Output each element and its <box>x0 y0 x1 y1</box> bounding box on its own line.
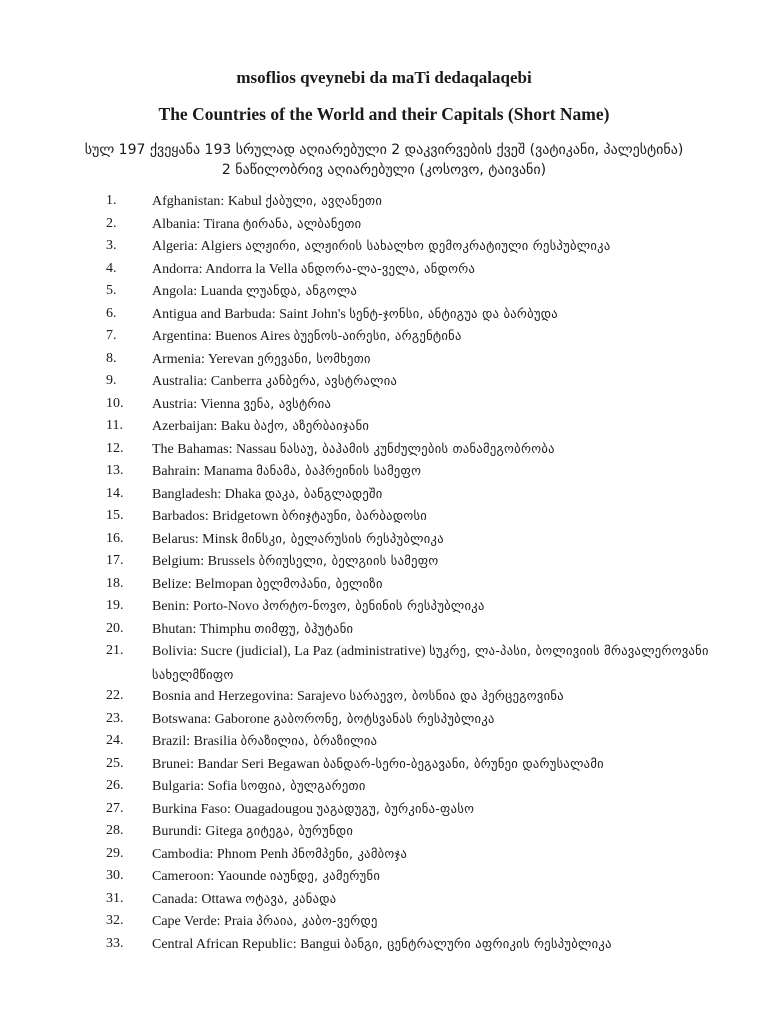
list-item-number: 16. <box>106 530 124 546</box>
country-capital-english: The Bahamas: Nassau <box>152 441 277 457</box>
list-item <box>0 753 768 776</box>
list-item <box>0 348 768 371</box>
list-item-number: 5. <box>106 283 117 298</box>
list-item-number: 13. <box>106 463 124 478</box>
list-item-number: 26. <box>106 778 124 793</box>
list-item-text <box>152 888 712 912</box>
country-capital-english: Bangladesh: Dhaka <box>152 486 262 502</box>
country-capital-georgian: ბანდარ-სერი-ბეგავანი, ბრუნეი დარუსალამი <box>323 755 604 771</box>
document-title-english: The Countries of the World and their Capitals (Short Name) <box>158 104 610 124</box>
country-capital-english: Bulgaria: Sofia <box>152 779 238 794</box>
list-item-number: 22. <box>106 688 124 703</box>
list-item-text <box>152 213 712 237</box>
list-item-text <box>152 348 712 372</box>
list-item-number: 11. <box>106 418 123 433</box>
list-item <box>0 415 768 438</box>
list-item <box>0 595 768 618</box>
list-item-text <box>152 235 712 259</box>
list-item-text <box>152 528 712 552</box>
list-item-number: 12. <box>106 440 124 456</box>
list-item-text <box>152 550 712 574</box>
country-capital-georgian: პორტო-ნოვო, ბენინის რესპუბლიკა <box>262 598 485 613</box>
list-item-text <box>152 573 712 597</box>
country-capital-english: Belgium: Brussels <box>152 554 256 569</box>
country-capital-georgian: ბრაზილია, ბრაზილია <box>240 733 378 748</box>
country-capital-georgian: სარაევო, ბოსნია და ჰერცეგოვინა <box>349 688 564 703</box>
country-capital-english: Belarus: Minsk <box>152 531 238 547</box>
list-item-number: 3. <box>106 238 117 253</box>
list-item-text <box>152 933 712 957</box>
list-item <box>0 325 768 348</box>
list-item-text <box>152 393 712 417</box>
country-capital-english: Andorra: Andorra la Vella <box>152 261 298 277</box>
list-item-text <box>152 640 712 687</box>
country-capital-georgian: გაბორონე, ბოტსვანას რესპუბლიკა <box>273 710 495 726</box>
list-item-text <box>152 258 712 282</box>
country-capital-english: Brazil: Brasilia <box>152 734 238 749</box>
country-capital-georgian: უაგადუგუ, ბურკინა-ფასო <box>316 800 475 816</box>
list-item-number: 10. <box>106 395 124 411</box>
list-item-number: 14. <box>106 485 124 501</box>
list-item-number: 8. <box>106 350 117 366</box>
list-item <box>0 843 768 866</box>
list-item-number: 15. <box>106 508 124 523</box>
list-item-text <box>152 753 712 777</box>
country-capital-english: Burundi: Gitega <box>152 824 243 839</box>
document-title-transliterated: msoflios qveynebi da maTi dedaqalaqebi <box>236 68 532 87</box>
country-capital-georgian: ბრიუსელი, ბელგიის სამეფო <box>258 553 439 568</box>
country-capital-english: Bosnia and Herzegovina: Sarajevo <box>152 689 346 704</box>
country-capital-english: Bahrain: Manama <box>152 464 253 479</box>
country-capital-georgian: ლუანდა, ანგოლა <box>246 283 358 298</box>
list-item-number: 24. <box>106 733 124 748</box>
list-item-number: 32. <box>106 913 124 928</box>
country-capital-georgian: პრაია, კაბო-ვერდე <box>256 913 378 928</box>
list-item <box>0 708 768 731</box>
country-capital-georgian: იაუნდე, კამერუნი <box>269 868 381 883</box>
list-item <box>0 820 768 843</box>
list-item-text <box>152 460 712 484</box>
country-capital-english: Antigua and Barbuda: Saint John's <box>152 306 346 322</box>
list-item <box>0 640 768 685</box>
list-item <box>0 933 768 956</box>
country-capital-english: Central African Republic: Bangui <box>152 936 341 952</box>
country-capital-georgian: თიმფუ, ბჰუტანი <box>254 620 354 636</box>
country-capital-english: Austria: Vienna <box>152 396 240 412</box>
country-capital-georgian: ქაბული, ავღანეთი <box>265 193 383 208</box>
list-item-number: 19. <box>106 598 124 613</box>
list-item <box>0 370 768 393</box>
list-item <box>0 190 768 213</box>
list-item-text <box>152 505 712 529</box>
country-capital-english: Albania: Tirana <box>152 216 240 232</box>
country-capital-english: Australia: Canberra <box>152 374 263 389</box>
list-item-text <box>152 685 712 709</box>
country-capital-english: Canada: Ottawa <box>152 891 242 907</box>
country-capital-english: Benin: Porto-Novo <box>152 599 259 614</box>
country-capital-english: Afghanistan: Kabul <box>152 194 263 209</box>
list-item-number: 17. <box>106 553 124 568</box>
country-capital-english: Brunei: Bandar Seri Begawan <box>152 756 320 772</box>
list-item-text <box>152 483 712 507</box>
list-item-text <box>152 438 712 462</box>
list-item <box>0 393 768 416</box>
intro-paragraph <box>0 140 768 180</box>
country-capital-georgian: სოფია, ბულგარეთი <box>240 778 366 793</box>
list-item <box>0 798 768 821</box>
list-item <box>0 528 768 551</box>
list-item-text <box>152 280 712 304</box>
country-capital-english: Argentina: Buenos Aires <box>152 329 291 344</box>
country-capital-georgian: ბუენოს-აირესი, არგენტინა <box>293 328 462 343</box>
country-capital-georgian: ვენა, ავსტრია <box>243 395 332 411</box>
country-capital-georgian: ბაქო, აზერბაიჯანი <box>253 418 370 433</box>
intro-line: 2 ნაწილობრივ აღიარებული (კოსოვო, ტაივანი) <box>221 162 547 178</box>
list-item-text <box>152 708 712 732</box>
list-item-text <box>152 325 712 349</box>
country-capital-georgian: მინსკი, ბელარუსის რესპუბლიკა <box>241 530 444 546</box>
country-capital-georgian: ბელმოპანი, ბელიზი <box>256 575 383 591</box>
list-item-number: 9. <box>106 373 117 388</box>
country-capital-english: Bhutan: Thimphu <box>152 621 251 637</box>
list-item-text <box>152 595 712 619</box>
list-item-text <box>152 415 712 439</box>
country-capital-english: Cameroon: Yaounde <box>152 869 267 884</box>
list-item <box>0 573 768 596</box>
list-item-number: 20. <box>106 620 124 636</box>
list-item-number: 7. <box>106 328 117 343</box>
country-capital-english: Bolivia: Sucre (judicial), La Paz (administrative) <box>152 644 426 659</box>
list-item-text <box>152 370 712 394</box>
list-item-text <box>152 618 712 642</box>
list-item-number: 18. <box>106 575 124 591</box>
list-item <box>0 438 768 461</box>
country-capital-georgian: ოტავა, კანადა <box>245 890 337 906</box>
list-item <box>0 213 768 236</box>
country-capital-georgian: ნასაუ, ბაჰამის კუნძულების თანამეგობრობა <box>279 440 555 456</box>
country-capital-georgian: პნომპენი, კამბოჯა <box>291 845 408 861</box>
list-item-number: 25. <box>106 755 124 771</box>
list-item-number: 6. <box>106 305 117 321</box>
list-item-number: 1. <box>106 193 117 208</box>
country-capital-georgian: ბრიჯტაუნი, ბარბადოსი <box>281 508 428 523</box>
list-item <box>0 888 768 911</box>
country-capital-english: Barbados: Bridgetown <box>152 509 279 524</box>
list-item <box>0 865 768 888</box>
list-item-text <box>152 843 712 867</box>
list-item-number: 2. <box>106 215 117 231</box>
list-item <box>0 730 768 753</box>
list-item-number: 27. <box>106 800 124 816</box>
list-item <box>0 505 768 528</box>
country-capital-english: Burkina Faso: Ouagadougou <box>152 801 313 817</box>
list-item-number: 33. <box>106 935 124 951</box>
country-capital-english: Azerbaijan: Baku <box>152 419 251 434</box>
list-item <box>0 483 768 506</box>
country-capital-georgian: ალჟირი, ალჟირის სახალხო დემოკრატიული რესპუბლიკა <box>245 238 611 253</box>
country-capital-georgian: კანბერა, ავსტრალია <box>265 373 398 388</box>
list-item <box>0 618 768 641</box>
list-item <box>0 460 768 483</box>
country-capital-georgian: მანამა, ბაჰრეინის სამეფო <box>256 463 422 478</box>
list-item-number: 30. <box>106 868 124 883</box>
country-capital-english: Armenia: Yerevan <box>152 351 254 367</box>
country-capital-georgian: გიტეგა, ბურუნდი <box>246 823 354 838</box>
list-item <box>0 685 768 708</box>
country-capital-english: Belize: Belmopan <box>152 576 253 592</box>
list-item-number: 21. <box>106 643 124 658</box>
list-item-number: 23. <box>106 710 124 726</box>
country-capital-georgian: ბანგი, ცენტრალური აფრიკის რესპუბლიკა <box>344 935 612 951</box>
list-item <box>0 280 768 303</box>
list-item <box>0 235 768 258</box>
list-item <box>0 910 768 933</box>
list-item-text <box>152 190 712 214</box>
list-item-text <box>152 910 712 934</box>
country-capital-english: Algeria: Algiers <box>152 239 242 254</box>
country-capital-english: Cape Verde: Praia <box>152 914 253 929</box>
list-item-number: 4. <box>106 260 117 276</box>
country-capital-georgian: ერევანი, სომხეთი <box>257 350 371 366</box>
list-item-text <box>152 303 712 327</box>
list-item-number: 31. <box>106 890 124 906</box>
list-item-text <box>152 820 712 844</box>
country-capital-georgian: ტირანა, ალბანეთი <box>243 215 362 231</box>
list-item-text <box>152 775 712 799</box>
list-item <box>0 775 768 798</box>
list-item <box>0 258 768 281</box>
country-capital-georgian: დაკა, ბანგლადეში <box>264 485 383 501</box>
country-capital-english: Cambodia: Phnom Penh <box>152 846 289 862</box>
country-capital-georgian: სენტ-ჯონსი, ანტიგუა და ბარბუდა <box>349 305 558 321</box>
country-list <box>0 190 768 955</box>
list-item <box>0 550 768 573</box>
country-capital-english: Botswana: Gaborone <box>152 711 270 727</box>
country-capital-georgian: ანდორა-ლა-ველა, ანდორა <box>301 260 476 276</box>
list-item-number: 28. <box>106 823 124 838</box>
country-capital-georgian: სუკრე, ლა-პასი, ბოლივიის მრავალეროვანი სახელმწიფო <box>152 643 709 682</box>
country-capital-english: Angola: Luanda <box>152 284 243 299</box>
list-item-text <box>152 730 712 754</box>
list-item-text <box>152 798 712 822</box>
list-item-text <box>152 865 712 889</box>
list-item-number: 29. <box>106 845 124 861</box>
list-item <box>0 303 768 326</box>
intro-line: სულ 197 ქვეყანა 193 სრულად აღიარებული 2 დაკვირვების ქვეშ (ვატიკანი, პალესტინა) <box>84 142 684 158</box>
